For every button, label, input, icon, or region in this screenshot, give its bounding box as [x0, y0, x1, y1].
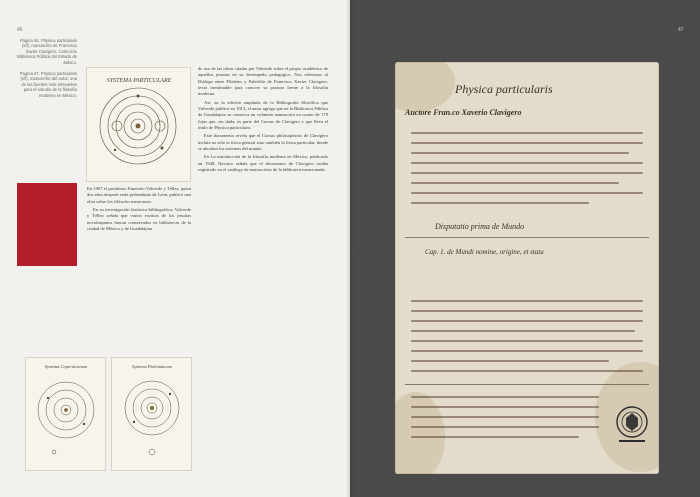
paragraph: Este documento revela que el Cursus philosophicus de Clavigero incluía no sólo la física general sino también la física particular, donde se abordan los sistemas del mundo. [198, 133, 328, 152]
right-folio: 47 [678, 27, 684, 33]
left-folio: 46 [17, 27, 23, 33]
planetary-diagram-bottom-left [26, 358, 105, 470]
caption-2: Página 47. Physica particularis (s/f), manuscrito del autor, una de las fuentes más relevantes para el estudio de la filosofía moderna en México. [19, 71, 77, 98]
caption-column [17, 38, 77, 104]
library-seal-stamp [613, 404, 651, 446]
gutter-shadow [346, 0, 354, 497]
body-text-column-a [87, 186, 191, 366]
caption-1: Página 46. Physica particularis (s/f), manuscrito de Francisco Xavier Clavigero. Colección Biblioteca Pública del Estado de Jalisco. [17, 38, 77, 65]
paragraph: En 1907 el presbítero Emeterio Valverde y Téllez, quien dos años después sería prebendado de León, publicó una obra sobre los filósofos mexicanos. [87, 186, 191, 204]
manuscript-chapter: Cap. 1. de Mundi nomine, origine, et statu [425, 248, 544, 256]
figure-bottom-left-title: Systema Copernicanum [44, 364, 88, 369]
paragraph: de uso de las obras citadas por Valverde sobre el propio académico de aquellos jesuitas en su desempeño pedagógico. Nos referimos al Diálogo entre Filaletes y Paleófilo de Francisco Xavier Clavigero, texto inestimable para conocer su postura frente a la filosofía moderna. [198, 66, 328, 97]
manuscript-heading: Physica particularis [455, 82, 553, 96]
paragraph: En su investigación histórico-bibliográfica, Valverde y Téllez señala que varios escritos de los jesuitas novohispanos fueron conservados en bibliotecas de la ciudad de México y de Guadalajara. [87, 207, 191, 232]
body-text-column-b [198, 66, 328, 476]
manuscript-subheading: Disputatio prima de Mundo [435, 222, 525, 231]
paragraph: Así, en la edición ampliada de la Bibliografía filosófica que Valverde publicó en 1913, el autor agrega que en la Biblioteca Pública de Guadalajara se conserva un volumen manuscrito en cuarto de 179 fojas que, sin duda, es parte del Cursus de Clavigero y que lleva el título de Physica particularis. [198, 99, 328, 131]
red-accent-bar [17, 183, 77, 266]
figure-systema-particulare [86, 67, 191, 182]
planetary-diagram-bottom-right [112, 358, 191, 470]
manuscript-author-line: Auctore Fran.co Xaverio Clavigero [405, 108, 522, 117]
figure-top-title: SYSTEMA PARTICULARE [106, 78, 172, 84]
figure-systema-copernicanum [25, 357, 106, 471]
figure-systema-ptolomaicum [111, 357, 192, 471]
paragraph: En La introducción de la filosofía moderna en México, publicado en 1948, Navarro señala que el documento de Clavigero estaba registrado en el catálogo de manuscritos de la biblioteca mencionada. [198, 154, 328, 173]
planetary-diagram-top [87, 68, 190, 181]
figure-bottom-right-title: Systema Ptolomaicum [132, 364, 172, 369]
manuscript-page [395, 62, 659, 474]
